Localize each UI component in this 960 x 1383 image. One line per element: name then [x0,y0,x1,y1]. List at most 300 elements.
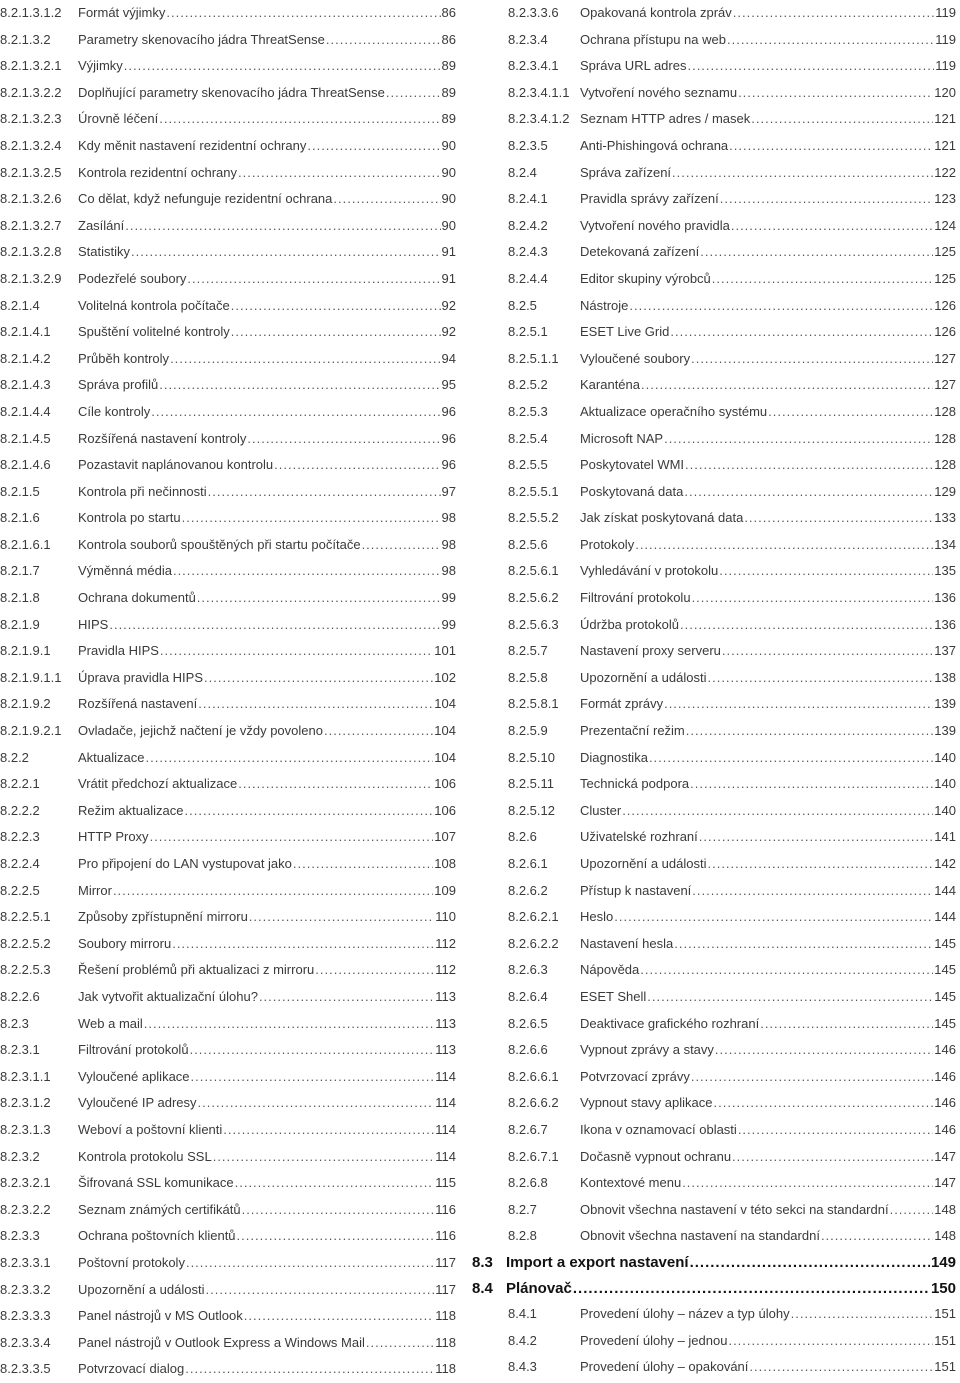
toc-section-number: 8.2.3.2.1 [0,1175,51,1191]
toc-entry-title[interactable]: Vyhledávání v protokolu [580,558,719,585]
toc-entry-title[interactable]: Dočasně vypnout ochranu [580,1144,732,1171]
toc-entry-line [78,638,456,665]
toc-entry-title[interactable]: Technická podpora [580,771,690,798]
toc-entry[interactable] [472,1117,956,1144]
toc-section-number: 8.2.1.3.2.8 [0,244,62,260]
toc-entry-title[interactable]: Kontrola rezidentní ochrany [78,160,238,187]
dot-leader [629,293,933,320]
toc-entry-title[interactable]: Výměnná média [78,558,173,585]
toc-entry-title[interactable]: Úrovně léčení [78,106,159,133]
toc-entry[interactable] [0,878,456,905]
dot-leader [699,824,934,851]
toc-entry-title[interactable]: Panel nástrojů v MS Outlook [78,1303,244,1330]
dot-leader [172,931,434,958]
toc-entry[interactable] [472,1328,956,1355]
toc-page-number: 121 [933,133,956,160]
toc-entry-title[interactable]: Poskytovatel WMI [580,452,685,479]
toc-entry-title[interactable]: Kontextové menu [580,1170,682,1197]
toc-entry[interactable] [472,106,956,133]
toc-entry[interactable] [0,1170,456,1197]
toc-entry[interactable] [472,1170,956,1197]
toc-entry-title[interactable]: Kontrola po startu [78,505,182,532]
toc-entry-title[interactable]: Výjimky [78,53,124,80]
toc-section-number: 8.2.1.3.2.7 [0,217,62,233]
toc-entry-title[interactable]: Doplňující parametry skenovacího jádra ThreatSense [78,80,386,107]
toc-entry-title[interactable]: Obnovit všechna nastavení v této sekci na standardní [580,1197,890,1224]
toc-entry-title[interactable]: Ikona v oznamovací oblasti [580,1117,738,1144]
dot-leader [362,532,441,559]
toc-entry[interactable] [472,1354,956,1381]
toc-entry[interactable] [0,1250,456,1277]
toc-entry-line [78,319,456,346]
toc-entry-title[interactable]: Poštovní protokoly [78,1250,186,1277]
toc-entry-line [580,106,956,133]
dot-leader [124,53,441,80]
toc-entry-title[interactable]: ESET Live Grid [580,319,670,346]
toc-entry-title[interactable]: Vyloučené aplikace [78,1064,191,1091]
toc-section-number: 8.2.1.3.2.2 [0,84,62,100]
toc-entry-line [580,319,956,346]
toc-entry[interactable] [0,106,456,133]
toc-entry[interactable] [472,479,956,506]
toc-page-number: 136 [933,612,956,639]
toc-entry-title[interactable]: Filtrování protokolů [78,1037,190,1064]
toc-page-number: 90 [441,213,456,240]
toc-entry[interactable] [0,53,456,80]
toc-page-number: 86 [441,27,456,54]
toc-entry[interactable] [472,718,956,745]
toc-entry-title[interactable]: Formát zprávy [580,691,664,718]
toc-entry[interactable] [0,346,456,373]
toc-section-number: 8.2.3.4.1 [508,58,559,74]
toc-entry-title[interactable]: Parametry skenovacího jádra ThreatSense [78,27,326,54]
toc-entry-title[interactable]: Vypnout zprávy a stavy [580,1037,715,1064]
toc-entry-line [580,266,956,293]
toc-entry-title[interactable]: Provedení úlohy – název a typ úlohy [580,1301,791,1328]
toc-entry[interactable] [0,532,456,559]
toc-entry[interactable] [472,558,956,585]
toc-entry-title[interactable]: Cluster [580,798,622,825]
toc-entry[interactable] [472,532,956,559]
toc-entry-title[interactable]: Plánovač [506,1276,573,1302]
toc-entry-title[interactable]: Ochrana přístupu na web [580,27,727,54]
toc-entry[interactable] [472,319,956,346]
toc-entry-title[interactable]: Kontrola souborů spouštěných při startu počítače [78,532,362,559]
toc-entry-line [78,505,456,532]
toc-entry-title[interactable]: Vypnout stavy aplikace [580,1090,713,1117]
toc-entry[interactable] [0,372,456,399]
toc-entry-line [580,1037,956,1064]
dot-leader [890,1197,934,1224]
toc-entry-title[interactable]: Potvrzovací zprávy [580,1064,691,1091]
toc-entry-title[interactable]: Prezentační režim [580,718,686,745]
toc-entry-line [580,213,956,240]
toc-entry[interactable] [0,426,456,453]
toc-entry-title[interactable]: Vrátit předchozí aktualizace [78,771,238,798]
dot-leader [242,1197,435,1224]
toc-section-number: 8.2.2.5.1 [0,909,51,925]
toc-entry-title[interactable]: Řešení problémů při aktualizaci z mirroru [78,957,315,984]
toc-page-number: 91 [441,266,456,293]
toc-entry[interactable] [472,80,956,107]
toc-entry[interactable] [0,904,456,931]
toc-entry[interactable] [472,904,956,931]
toc-page-number: 133 [933,505,956,532]
dot-leader [244,1303,435,1330]
toc-entry[interactable] [472,293,956,320]
toc-section-number: 8.2.5 [508,297,537,313]
toc-entry-line [78,931,456,958]
toc-entry-title[interactable]: Způsoby zpřístupnění mirroru [78,904,249,931]
toc-page-number: 96 [441,399,456,426]
toc-entry-title[interactable]: Vyloučené IP adresy [78,1090,198,1117]
toc-entry[interactable] [0,1197,456,1224]
toc-entry[interactable] [0,984,456,1011]
toc-entry-title[interactable]: Detekovaná zařízení [580,239,700,266]
toc-entry[interactable] [0,612,456,639]
toc-entry-title[interactable]: Anti-Phishingová ochrana [580,133,729,160]
toc-entry[interactable] [472,27,956,54]
toc-entry[interactable] [0,1090,456,1117]
toc-entry-title[interactable]: Nastavení hesla [580,931,674,958]
toc-page-number: 139 [933,691,956,718]
toc-page-number: 114 [434,1090,456,1117]
toc-entry-title[interactable]: Šifrovaná SSL komunikace [78,1170,235,1197]
toc-entry[interactable] [0,1064,456,1091]
toc-entry-title[interactable]: Přístup k nastavení [580,878,692,905]
toc-entry-title[interactable]: Pravidla HIPS [78,638,160,665]
toc-page-number: 120 [933,80,956,107]
toc-page-number: 95 [441,372,456,399]
toc-page-number: 146 [933,1090,956,1117]
toc-entry[interactable] [0,1011,456,1038]
toc-entry-title[interactable]: Statistiky [78,239,131,266]
toc-entry[interactable] [472,372,956,399]
toc-entry[interactable] [0,1144,456,1171]
toc-entry-title[interactable]: Nápověda [580,957,640,984]
toc-section-number: 8.2.5.11 [508,776,555,792]
dot-leader [719,558,933,585]
toc-entry-title[interactable]: Rozšířená nastavení kontroly [78,426,247,453]
toc-entry-title[interactable]: Heslo [580,904,614,931]
toc-entry[interactable] [0,957,456,984]
toc-section-number: 8.2.3.4.1.1 [508,84,570,100]
toc-entry[interactable] [0,718,456,745]
toc-entry-title[interactable]: Jak získat poskytovaná data [580,505,744,532]
toc-page-number: 102 [433,665,456,692]
toc-entry-line [78,452,456,479]
dot-leader [235,1170,435,1197]
toc-entry-title[interactable]: Formát výjimky [78,0,166,27]
toc-entry-title[interactable]: Zasílání [78,213,125,240]
toc-entry[interactable] [472,426,956,453]
toc-entry-line [580,1170,956,1197]
toc-page-number: 127 [933,372,956,399]
toc-entry[interactable] [0,505,456,532]
toc-entry[interactable] [0,160,456,187]
toc-entry-title[interactable]: Potvrzovací dialog [78,1356,185,1383]
toc-entry-title[interactable]: Nástroje [580,293,629,320]
toc-entry-title[interactable]: Mirror [78,878,113,905]
dot-leader [307,133,440,160]
toc-entry[interactable] [472,984,956,1011]
toc-section-number: 8.2.6.7 [508,1121,548,1137]
toc-entry-line [580,1197,956,1224]
toc-entry[interactable] [472,346,956,373]
toc-entry[interactable] [472,452,956,479]
toc-entry-title[interactable]: Režim aktualizace [78,798,185,825]
toc-entry-title[interactable]: Ochrana dokumentů [78,585,197,612]
toc-entry-title[interactable]: Opakovaná kontrola zpráv [580,0,733,27]
dot-leader [687,53,934,80]
toc-entry-title[interactable]: Průběh kontroly [78,346,170,373]
toc-page-number: 146 [933,1037,956,1064]
toc-entry-title[interactable]: Jak vytvořit aktualizační úlohu? [78,984,259,1011]
toc-entry[interactable] [0,479,456,506]
toc-entry[interactable] [0,293,456,320]
toc-entry[interactable] [472,745,956,772]
toc-section-number: 8.2.6.6.2 [508,1095,559,1111]
toc-entry[interactable] [0,213,456,240]
toc-entry-title[interactable]: Import a export nastavení [506,1250,690,1276]
toc-section-number: 8.3 [472,1253,493,1271]
toc-entry[interactable] [472,878,956,905]
dot-leader [622,798,933,825]
toc-entry-title[interactable]: Správa zařízení [580,160,672,187]
toc-left-column [0,0,456,1383]
dot-leader [690,771,933,798]
toc-entry-title[interactable]: Upozornění a události [78,1277,205,1304]
toc-entry-title[interactable]: Ochrana poštovních klientů [78,1223,237,1250]
toc-entry-line [580,771,956,798]
toc-section-number: 8.2.3.3.2 [0,1281,51,1297]
toc-entry-title[interactable]: Uživatelské rozhraní [580,824,699,851]
toc-entry[interactable] [0,239,456,266]
dot-leader [237,1223,435,1250]
dot-leader [326,27,441,54]
toc-entry[interactable] [0,27,456,54]
toc-entry[interactable] [0,1277,456,1304]
toc-entry-line [78,372,456,399]
toc-entry[interactable] [0,319,456,346]
toc-page-number: 151 [933,1328,956,1355]
toc-entry[interactable] [472,1064,956,1091]
toc-entry-title[interactable]: Soubory mirroru [78,931,172,958]
toc-entry[interactable] [0,771,456,798]
toc-entry[interactable] [472,1144,956,1171]
toc-section-number: 8.2.7 [508,1201,537,1217]
toc-entry-title[interactable]: Weboví a poštovní klienti [78,1117,223,1144]
toc-entry[interactable] [0,1117,456,1144]
toc-entry[interactable] [0,824,456,851]
toc-entry-title[interactable]: Pro připojení do LAN vystupovat jako [78,851,293,878]
toc-section-number: 8.2.1.9.1.1 [0,669,62,685]
toc-entry-title[interactable]: Diagnostika [580,745,649,772]
toc-entry[interactable] [472,53,956,80]
toc-entry[interactable] [472,824,956,851]
toc-entry[interactable] [472,266,956,293]
toc-entry-title[interactable]: Úprava pravidla HIPS [78,665,204,692]
toc-page-number: 136 [933,585,956,612]
toc-entry-line [580,532,956,559]
toc-entry-title[interactable]: Provedení úlohy – opakování [580,1354,749,1381]
toc-section-number: 8.2.4 [508,164,537,180]
toc-entry[interactable] [0,133,456,160]
toc-section-number: 8.2.4.4 [508,270,548,286]
toc-entry-title[interactable]: Kontrola protokolu SSL [78,1144,213,1171]
toc-entry-title[interactable]: Kontrola při nečinnosti [78,479,208,506]
toc-entry-title[interactable]: Filtrování protokolu [580,585,692,612]
toc-page-number: 118 [434,1303,456,1330]
toc-entry-title[interactable]: Microsoft NAP [580,426,664,453]
toc-entry-line [78,1330,456,1357]
dot-leader [614,904,933,931]
toc-entry-title[interactable]: Pozastavit naplánovanou kontrolu [78,452,274,479]
toc-entry-title[interactable]: Správa URL adres [580,53,687,80]
toc-entry[interactable] [0,745,456,772]
toc-entry[interactable] [0,80,456,107]
toc-heading-entry[interactable] [472,1276,956,1302]
toc-entry[interactable] [0,931,456,958]
toc-entry[interactable] [472,1223,956,1250]
toc-entry[interactable] [472,1197,956,1224]
toc-entry-title[interactable]: Editor skupiny výrobců [580,266,712,293]
toc-entry[interactable] [0,851,456,878]
toc-entry[interactable] [472,1301,956,1328]
dot-leader [324,718,433,745]
toc-section-number: 8.2.1.7 [0,563,40,579]
toc-entry[interactable] [472,160,956,187]
toc-entry-title[interactable]: Vytvoření nového pravidla [580,213,731,240]
toc-entry[interactable] [0,798,456,825]
toc-entry[interactable] [0,452,456,479]
toc-entry-title[interactable]: Nastavení proxy serveru [580,638,722,665]
toc-heading-entry[interactable] [472,1250,956,1276]
toc-entry-title[interactable]: Vytvoření nového seznamu [580,80,738,107]
toc-section-number: 8.2.3.3.5 [0,1361,51,1377]
toc-entry[interactable] [0,1037,456,1064]
toc-entry[interactable] [0,1356,456,1383]
dot-leader [293,851,433,878]
toc-entry-line [580,745,956,772]
toc-entry[interactable] [0,585,456,612]
toc-entry-title[interactable]: Pravidla správy zařízení [580,186,720,213]
toc-page-number: 141 [933,824,956,851]
toc-entry[interactable] [472,638,956,665]
toc-entry[interactable] [472,186,956,213]
toc-entry[interactable] [472,665,956,692]
toc-section-number: 8.2.5.6 [508,536,548,552]
toc-entry[interactable] [0,399,456,426]
toc-entry[interactable] [0,186,456,213]
toc-section-number: 8.2.2.2 [0,802,40,818]
toc-entry-title[interactable]: Rozšířená nastavení [78,691,198,718]
toc-entry[interactable] [0,266,456,293]
toc-entry[interactable] [472,798,956,825]
toc-entry[interactable] [0,638,456,665]
toc-entry-title[interactable]: Poskytovaná data [580,479,684,506]
toc-entry-title[interactable]: Protokoly [580,532,635,559]
toc-entry-title[interactable]: Deaktivace grafického rozhraní [580,1011,760,1038]
toc-entry-title[interactable]: Seznam známých certifikátů [78,1197,242,1224]
toc-section-number: 8.2.1.3.2.1 [0,58,62,74]
toc-entry-title[interactable]: Obnovit všechna nastavení na standardní [580,1223,821,1250]
toc-entry-title[interactable]: HTTP Proxy [78,824,150,851]
toc-entry-title[interactable]: Co dělat, když nefunguje rezidentní ochrana [78,186,333,213]
toc-entry-title[interactable]: Vyloučené soubory [580,346,691,373]
toc-entry-title[interactable]: Karanténa [580,372,641,399]
toc-entry[interactable] [472,133,956,160]
toc-entry-title[interactable]: Seznam HTTP adres / masek [580,106,751,133]
toc-entry[interactable] [472,691,956,718]
toc-entry[interactable] [472,851,956,878]
toc-entry[interactable] [472,931,956,958]
toc-page-number: 151 [933,1301,956,1328]
toc-section-number: 8.2.1.4.3 [0,377,51,393]
toc-section-number: 8.2.6.6.1 [508,1068,559,1084]
toc-section-number: 8.2.3.1.2 [0,1095,51,1111]
toc-entry-title[interactable]: Upozornění a události [580,665,707,692]
toc-entry-line [580,479,956,506]
toc-entry-title[interactable]: Spuštění volitelné kontroly [78,319,231,346]
toc-entry-title[interactable]: Údržba protokolů [580,612,680,639]
toc-entry[interactable] [472,612,956,639]
toc-entry[interactable] [0,0,456,27]
dot-leader [386,80,441,107]
toc-entry-title[interactable]: Provedení úlohy – jednou [580,1328,728,1355]
toc-entry[interactable] [0,1330,456,1357]
toc-entry[interactable] [0,1303,456,1330]
toc-entry-title[interactable]: Aktualizace operačního systému [580,399,768,426]
toc-entry[interactable] [472,505,956,532]
toc-section-number: 8.2.1.4.6 [0,457,51,473]
toc-entry-line [580,452,956,479]
toc-entry-title[interactable]: Cíle kontroly [78,399,151,426]
toc-entry[interactable] [0,665,456,692]
toc-entry[interactable] [472,0,956,27]
toc-entry-title[interactable]: ESET Shell [580,984,647,1011]
toc-entry[interactable] [472,585,956,612]
dot-leader [674,931,933,958]
toc-entry[interactable] [472,239,956,266]
toc-entry-title[interactable]: Aktualizace [78,745,145,772]
toc-section-number: 8.2.1.6 [0,510,40,526]
toc-entry-title[interactable]: Podezřelé soubory [78,266,187,293]
toc-entry[interactable] [472,213,956,240]
toc-entry-title[interactable]: Web a mail [78,1011,144,1038]
dot-leader [185,798,434,825]
toc-entry-title[interactable]: Správa profilů [78,372,159,399]
toc-entry[interactable] [472,1037,956,1064]
toc-entry[interactable] [0,691,456,718]
toc-page-number: 123 [933,186,956,213]
toc-entry[interactable] [472,1011,956,1038]
toc-section-number: 8.2.1.3.2.5 [0,164,62,180]
toc-entry-title[interactable]: HIPS [78,612,109,639]
toc-entry-title[interactable]: Panel nástrojů v Outlook Express a Windows Mail [78,1330,366,1357]
toc-entry[interactable] [472,399,956,426]
toc-entry-title[interactable]: Kdy měnit nastavení rezidentní ochrany [78,133,307,160]
toc-entry-title[interactable]: Volitelná kontrola počítače [78,293,231,320]
toc-entry[interactable] [472,1090,956,1117]
toc-entry[interactable] [472,771,956,798]
dot-leader [259,984,434,1011]
toc-entry-title[interactable]: Ovladače, jejichž načtení je vždy povoleno [78,718,324,745]
toc-entry[interactable] [0,1223,456,1250]
toc-entry[interactable] [472,957,956,984]
toc-entry[interactable] [0,558,456,585]
toc-entry-title[interactable]: Upozornění a události [580,851,707,878]
